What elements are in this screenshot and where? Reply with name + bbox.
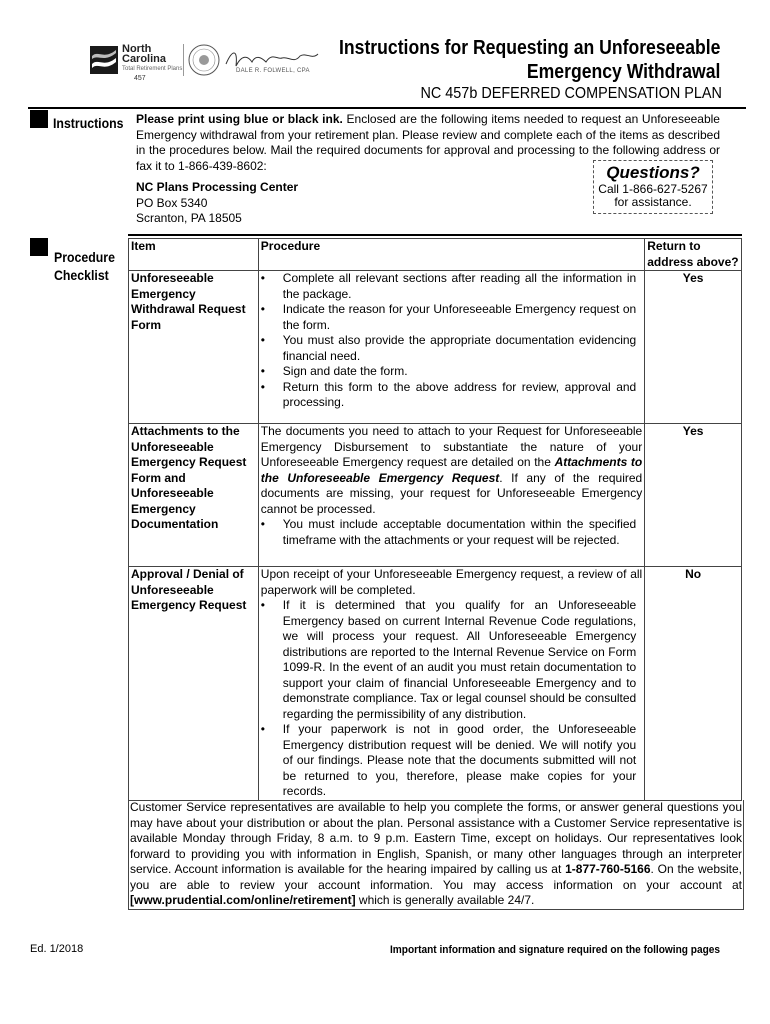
- signature-caption: DALE R. FOLWELL, CPA: [236, 68, 310, 74]
- bullet-item: • You must also provide the appropriate documentation evidencing financial need.: [260, 333, 637, 363]
- logo-program: Total Retirement Plans: [122, 66, 183, 72]
- page-title: [339, 36, 720, 84]
- row-intro: Upon receipt of your Unforeseeable Emergency request, a review of all paperwork will be completed.: [260, 567, 643, 597]
- table-row: [129, 567, 742, 801]
- row-return: Yes: [645, 271, 742, 424]
- table-row: [129, 271, 742, 424]
- title-line-1: Instructions for Requesting an Unforeseeable: [338, 37, 720, 59]
- questions-phone: Call 1-866-627-5267: [598, 182, 708, 196]
- checklist-marker: [30, 238, 48, 256]
- row-item: Unforeseeable Emergency Withdrawal Request Form: [129, 271, 259, 424]
- row-item: Attachments to the Unforeseeable Emergency Request Form and Unforeseeable Emergency Documentation: [129, 424, 259, 567]
- address-line-1: PO Box 5340: [136, 196, 208, 210]
- plan-subtitle: NC 457b DEFERRED COMPENSATION PLAN: [420, 85, 722, 102]
- table-row: [129, 424, 742, 567]
- table-header-row: [129, 239, 742, 271]
- header-rule: [28, 107, 746, 109]
- questions-assist: for assistance.: [614, 195, 692, 209]
- checklist-label-line-2: Checklist: [54, 267, 109, 283]
- row-return: Yes: [645, 424, 742, 567]
- bullet-item: • Complete all relevant sections after reading all the information in the package.: [260, 271, 637, 301]
- bullet-item: • Indicate the reason for your Unforeseeable Emergency request on the form.: [260, 302, 637, 332]
- nc-plans-logo-icon: [90, 46, 118, 74]
- logo-state: North Carolina: [122, 43, 167, 65]
- row-return: No: [645, 567, 742, 801]
- procedure-table: [128, 238, 742, 801]
- row-procedure: [258, 567, 644, 801]
- address-line-2: Scranton, PA 18505: [136, 211, 242, 225]
- row-procedure: [258, 424, 644, 567]
- questions-title: Questions?: [606, 163, 700, 182]
- attachments-reference: Attachments to the Unforeseeable Emergency Request: [260, 455, 643, 485]
- instructions-marker: [30, 110, 48, 128]
- instructions-text: Enclosed are the following items needed to request an Unforeseeable Emergency withdrawal from your retirement plan. Please review and complete each of the items as described in the procedures below. Mail the required documents for approval and processing to the following address or fax it to 1-866-439-8602:: [136, 112, 720, 173]
- bullet-item: • If your paperwork is not in good order, the Unforeseeable Emergency distribution request will be denied. We will notify you of our findings. Please note that the documents submitted will not be returned to you, therefore, please make copies for your records.: [260, 722, 637, 798]
- header-item: Item: [129, 239, 259, 271]
- checklist-label-line-1: Procedure: [54, 249, 115, 265]
- logo-plan-number: 457: [134, 75, 146, 82]
- section-rule: [128, 234, 742, 236]
- row-intro: The documents you need to attach to your Request for Unforeseeable Emergency Disbursement to substantiate the nature of your Unforeseeable Emergency request are detailed on the Attachments to the Unforeseeable Emergency Request. If any of the required documents are missing, your request for Unforeseeable Emergency cannot be processed.: [260, 424, 643, 516]
- state-seal-icon: [188, 44, 220, 76]
- title-line-2: Emergency Withdrawal: [526, 61, 720, 83]
- processing-center-name: NC Plans Processing Center: [136, 180, 299, 194]
- logo-divider: [183, 44, 184, 76]
- header-return: Return to address above?: [645, 239, 742, 271]
- hearing-impaired-phone: 1-877-760-5166: [565, 862, 651, 876]
- row-item: Approval / Denial of Unforeseeable Emergency Request: [129, 567, 259, 801]
- row-procedure: [258, 271, 644, 424]
- bullet-item: • If it is determined that you qualify for an Unforeseeable Emergency based on current Internal Revenue Code regulations, we will process your request. All Unforeseeable Emergency distributions are reported to the Internal Revenue Service on Form 1099-R. In the event of an audit you must retain documentation to support your claim of financial Unforeseeable Emergency and to demonstrate compliance. Tax or legal counsel should be consulted regarding the permissibility of any distribution.: [260, 598, 637, 721]
- ink-instruction: Please print using blue or black ink.: [136, 112, 343, 126]
- questions-callout: [593, 160, 713, 214]
- bullet-item: • Sign and date the form.: [260, 364, 408, 378]
- instructions-label: Instructions: [53, 115, 124, 131]
- bullet-item: • You must include acceptable documentation within the specified timeframe with the attachments or your request will be rejected.: [260, 517, 637, 547]
- customer-service-note: Customer Service representatives are available to help you complete the forms, or answer general questions you may have about your distribution or about the plan. Personal assistance with a Customer Service representative is available Monday through Friday, 8 a.m. to 9 p.m. Eastern Time, except on holidays. Our representatives look forward to providing you with information in English, Spanish, or many other languages through an interpreter service. Account information is available for the hearing impaired by calling us at 1-877-760-5166. On the website, you are able to review your account information. You may access information on your account at [www.prudential.com/online/retirement] which is generally available 24/7.: [128, 800, 744, 910]
- account-website-link[interactable]: [www.prudential.com/online/retirement]: [130, 893, 356, 907]
- logo-text: [122, 44, 184, 84]
- edition-date: Ed. 1/2018: [30, 943, 84, 955]
- checklist-label: [54, 248, 115, 284]
- continuation-note: Important information and signature required on the following pages: [390, 944, 721, 956]
- header-procedure: Procedure: [258, 239, 644, 271]
- bullet-item: • Return this form to the above address for review, approval and processing.: [260, 379, 637, 409]
